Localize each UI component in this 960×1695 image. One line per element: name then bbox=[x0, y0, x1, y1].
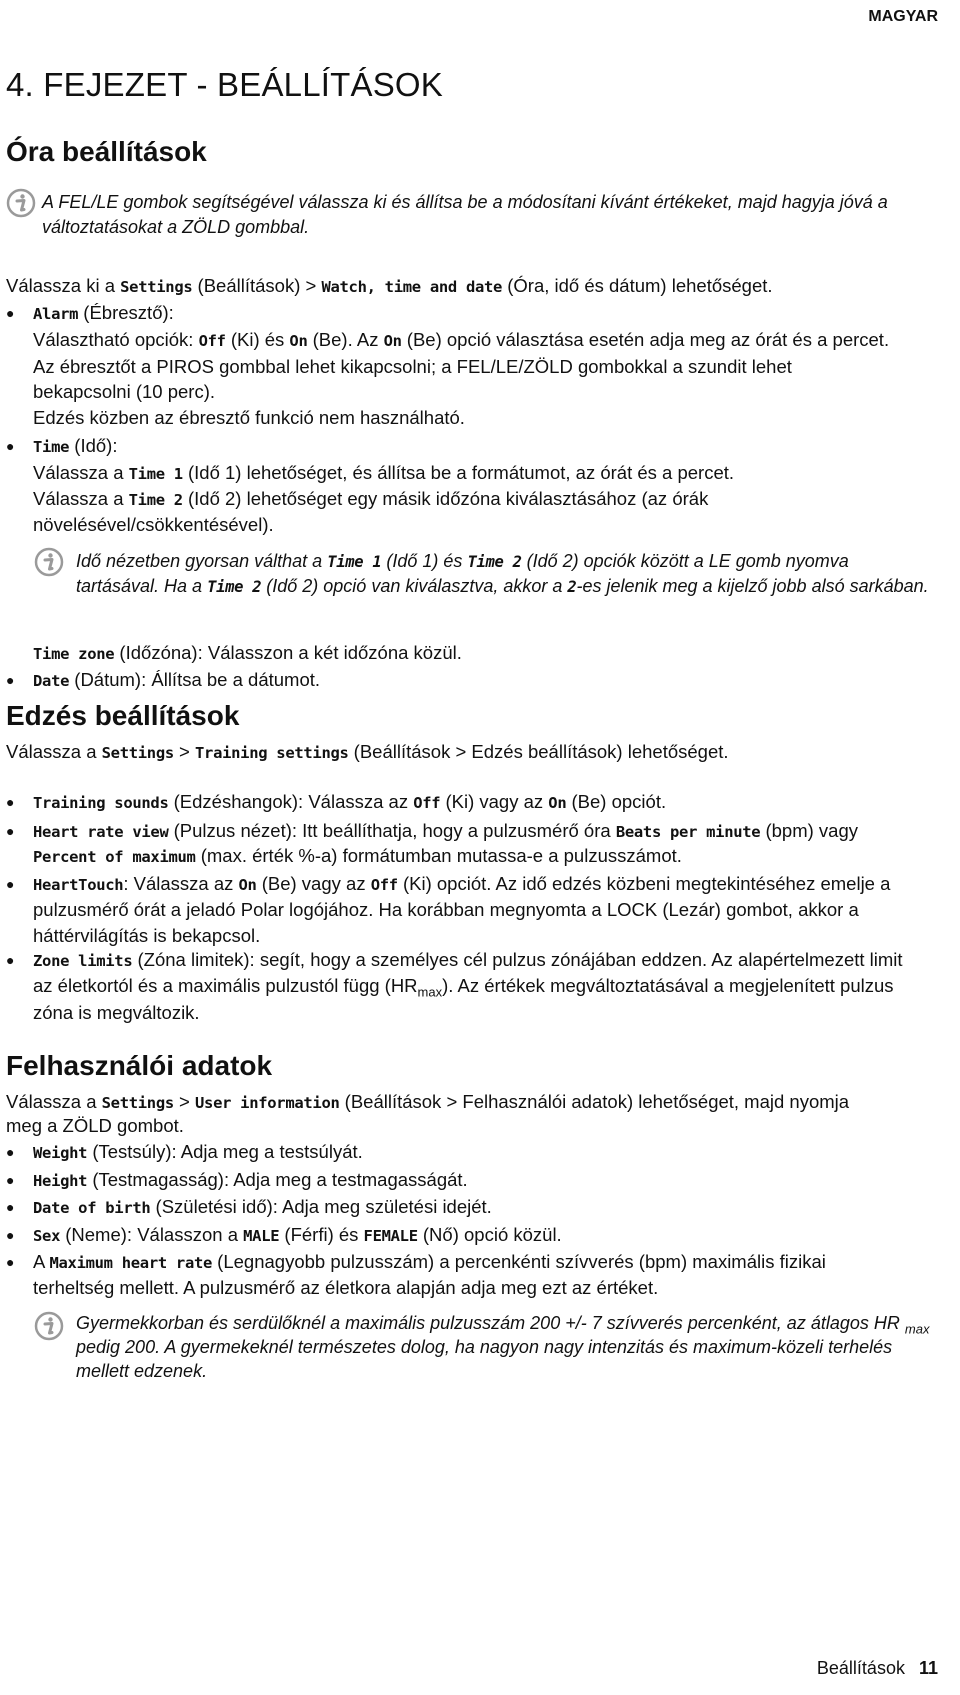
alarm-line: Az ébresztőt a PIROS gombbal lehet kikapcsolni; a FEL/LE/ZÖLD gombokkal a szundit lehet bbox=[33, 356, 792, 377]
max-hr-line: terheltség mellett. A pulzusmérő az életkora alapján adja meg ezt az értéket. bbox=[33, 1277, 659, 1298]
training-intro: Válassza a Settings > Training settings (Beállítások > Edzés beállítások) lehetőséget. bbox=[6, 741, 729, 762]
children-note bbox=[6, 1311, 936, 1391]
bullet: ● bbox=[6, 1254, 15, 1270]
time-term: Time bbox=[33, 438, 70, 456]
alarm-line: Edzés közben az ébresztő funkció nem használható. bbox=[33, 407, 465, 428]
bullet: ● bbox=[6, 1172, 15, 1188]
zone-line: az életkortól és a maximális pulzustól függ $(HR_{max})$. Az értékek megváltoztatásával a megjelenített pulzus bbox=[33, 975, 894, 1000]
time-note bbox=[6, 547, 936, 603]
user-info-heading: Felhasználói adatok bbox=[6, 1050, 273, 1081]
language-label: MAGYAR bbox=[868, 8, 938, 25]
note-line: Idő nézetben gyorsan válthat a Time 1 (Idő 1) és Time 2 (Idő 2) opciók között a LE gomb nyomva bbox=[76, 551, 849, 571]
clock-settings-heading: Óra beállítások bbox=[6, 136, 207, 167]
hr-view-line: Percent of maximum (max. érték %-a) formátumban mutassa-e a pulzusszámot. bbox=[33, 845, 682, 866]
footer-section: Beállítások bbox=[816, 1658, 905, 1678]
note-line: A FEL/LE gombok segítségével válassza ki és állítsa be a módosítani kívánt értékeket, majd hagyja jóvá a bbox=[42, 192, 888, 212]
training-settings-heading: Edzés beállítások bbox=[6, 700, 240, 731]
date-term: Date bbox=[33, 672, 70, 690]
path-term: Watch, time and date bbox=[321, 278, 503, 296]
time-line: növelésével/csökkentésével). bbox=[33, 514, 274, 535]
note-line: tartásával. Ha a Time 2 (Idő 2) opció van kiválasztva, akkor a 2-es jelenik meg a kijelző jobb alsó sarkában. bbox=[76, 576, 929, 596]
note-line: mellett edzenek. bbox=[76, 1361, 208, 1381]
hearttouch-line: háttérvilágítás is bekapcsol. bbox=[33, 925, 261, 946]
info-icon bbox=[6, 188, 36, 218]
bullet: ● bbox=[6, 1199, 15, 1215]
bullet: ● bbox=[6, 952, 15, 968]
page-footer bbox=[817, 1658, 938, 1679]
time-line: Válassza a Time 2 (Idő 2) lehetőséget egy másik időzóna kiválasztásához (az órák bbox=[33, 488, 709, 509]
alarm-line: Választható opciók: Off (Ki) és On (Be). Az On (Be) opció választása esetén adja meg az órát és a percet. bbox=[33, 329, 890, 350]
bullet: ● bbox=[6, 1144, 15, 1160]
bullet: ● bbox=[6, 876, 15, 892]
zone-line: zóna is megváltozik. bbox=[33, 1002, 200, 1023]
bullet: ● bbox=[6, 794, 15, 810]
user-intro-line: meg a ZÖLD gombot. bbox=[6, 1115, 184, 1136]
info-icon bbox=[34, 1311, 64, 1341]
alarm-line: bekapcsolni (10 perc). bbox=[33, 381, 216, 402]
page-number: 11 bbox=[918, 1658, 938, 1678]
time-line: Válassza a Time 1 (Idő 1) lehetőséget, és állítsa be a formátumot, az órát és a percet. bbox=[33, 462, 735, 483]
bullet: ● bbox=[6, 672, 15, 688]
bullet: ● bbox=[6, 1227, 15, 1243]
clock-intro: Válassza ki a Settings (Beállítások) > Watch, time and date (Óra, idő és dátum) lehetőséget. bbox=[6, 275, 773, 296]
bullet: ● bbox=[6, 823, 15, 839]
timezone-line: Time zone (Időzóna): Válasszon a két időzóna közül. bbox=[33, 642, 462, 663]
alarm-term: Alarm bbox=[33, 305, 79, 323]
note-line: pedig 200. A gyermekeknél természetes dolog, ha nagyon nagy intenzitás és maximum-közeli terhelés bbox=[76, 1337, 893, 1357]
clock-note bbox=[6, 188, 936, 244]
bullet: ● bbox=[6, 305, 15, 321]
hearttouch-line: pulzusmérő órát a jeladó Polar logójához. Ha korábban megnyomta a LOCK (Lezár) gombot, akkor a bbox=[33, 899, 859, 920]
user-intro: Válassza a Settings > User information (Beállítások > Felhasználói adatok) lehetőséget, majd nyomja bbox=[6, 1091, 850, 1112]
note-line: változtatásokat a ZÖLD gombbal. bbox=[42, 217, 310, 237]
settings-term: Settings bbox=[120, 278, 193, 296]
note-line: Gyermekkorban és serdülőknél a maximális pulzusszám 200 +/- 7 szívverés percenként, az átlagos HR $_{max}$ bbox=[76, 1313, 930, 1337]
info-icon bbox=[34, 547, 64, 577]
bullet: ● bbox=[6, 438, 15, 454]
timezone-term: Time zone bbox=[33, 645, 115, 663]
chapter-title: 4. FEJEZET - BEÁLLÍTÁSOK bbox=[6, 66, 443, 103]
